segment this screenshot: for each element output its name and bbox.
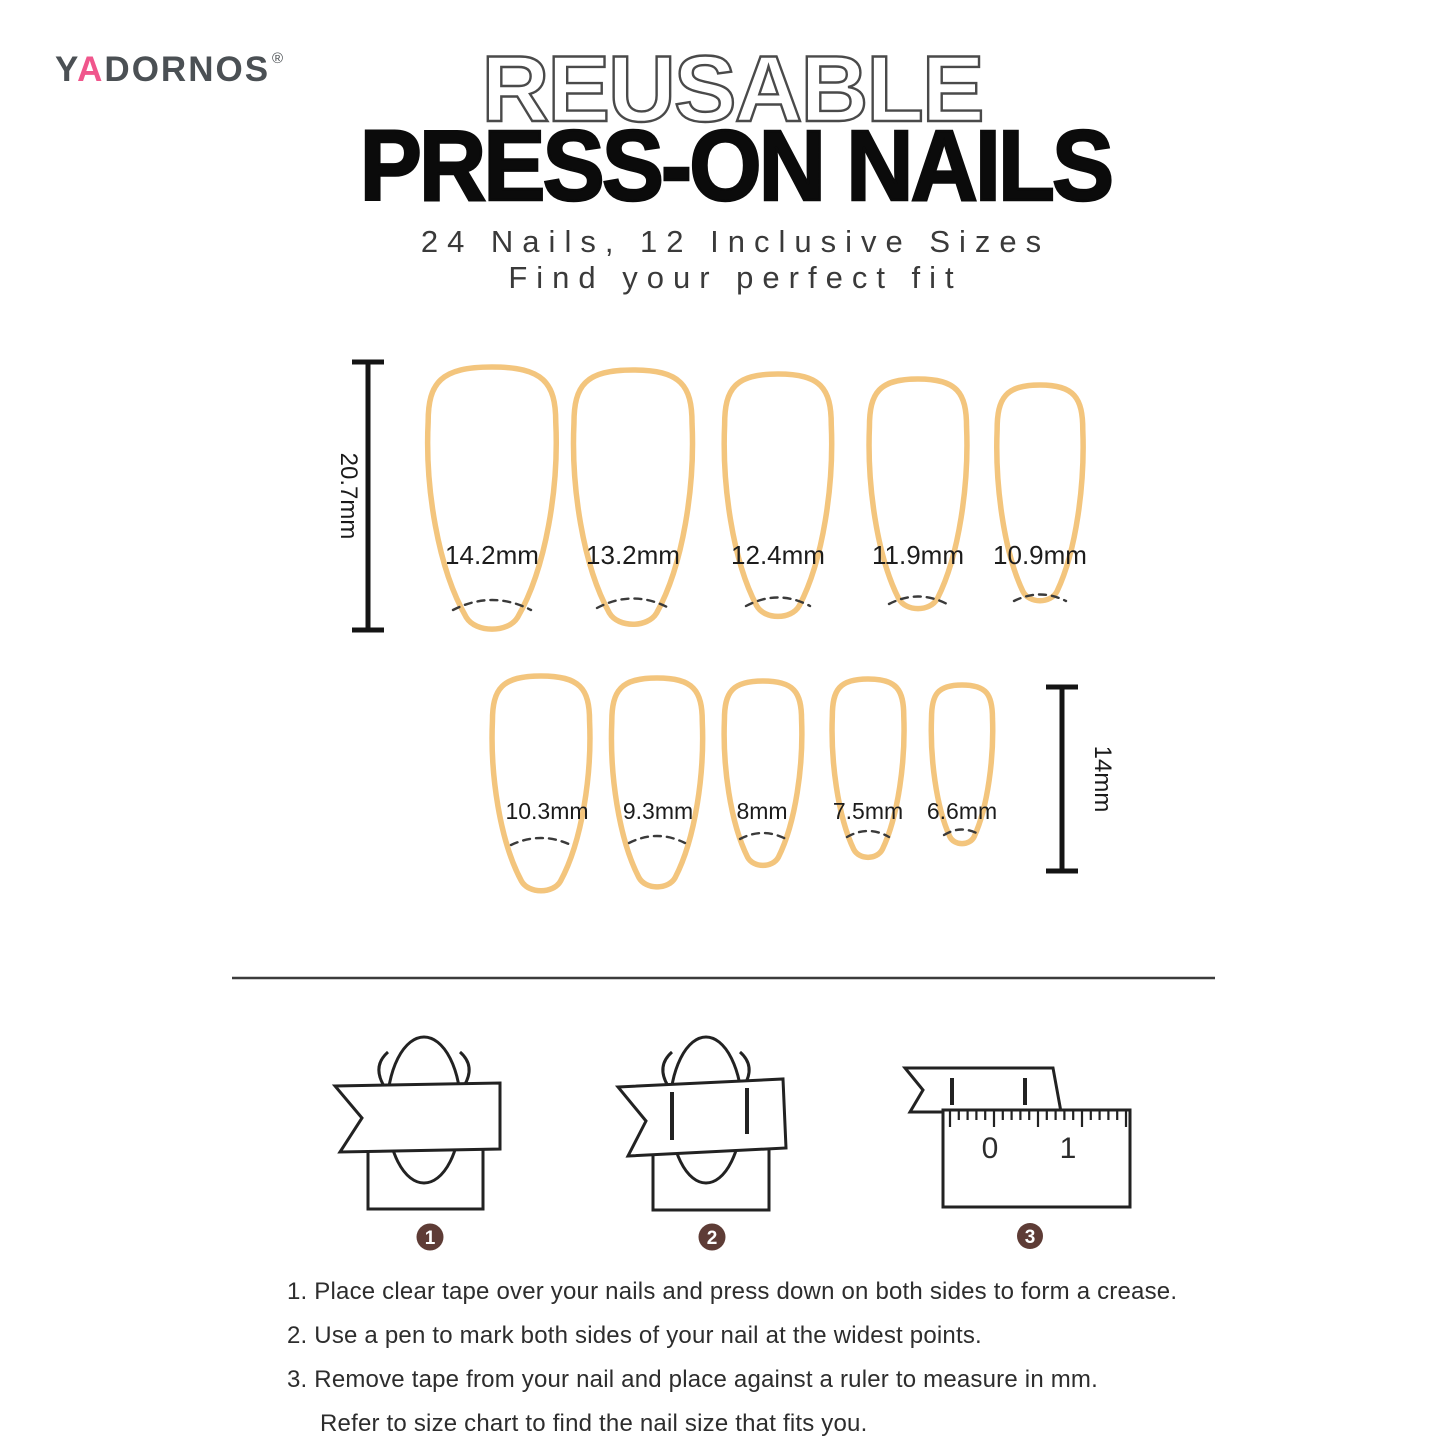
row2-length-label: 14mm: [1089, 745, 1116, 813]
tape-banner: [618, 1079, 786, 1156]
ruler: [943, 1110, 1130, 1207]
nail-outline-row2-1: [492, 676, 590, 891]
subtitle-line1: 24 Nails, 12 Inclusive Sizes: [420, 224, 1051, 259]
tape-banner: [905, 1068, 1061, 1112]
nail-width-label: 13.2mm: [586, 540, 680, 570]
finger-side-curve: [460, 1052, 469, 1086]
nail-width-label: 7.5mm: [832, 798, 904, 824]
step3-badge-number: 3: [1024, 1227, 1036, 1248]
instruction-line-1: 1. Place clear tape over your nails and press down on both sides to form a crease.: [287, 1278, 1178, 1305]
nail-width-label: 11.9mm: [872, 540, 964, 570]
nail-width-label: 10.9mm: [993, 540, 1087, 570]
ruler-number-1: 1: [1059, 1132, 1077, 1165]
row1-length-label: 20.7mm: [335, 452, 362, 540]
nail-width-label: 6.6mm: [926, 798, 998, 824]
logo-part-dornos: DORNOS: [104, 50, 271, 89]
nail-width-label: 10.3mm: [505, 798, 589, 824]
title-outline: REUSABLE: [481, 36, 983, 141]
instruction-line-3: 3. Remove tape from your nail and place against a ruler to measure in mm.: [287, 1366, 1098, 1393]
logo-part-y: Y: [55, 50, 78, 89]
subtitle-line2: Find your perfect fit: [508, 260, 963, 295]
nail-width-label: 12.4mm: [731, 540, 825, 570]
nail-outline-row2-4: [832, 679, 904, 857]
nail-width-label: 8mm: [736, 798, 788, 824]
nail-outline-row1-3: [724, 374, 831, 616]
registered-mark: ®: [272, 50, 286, 67]
step2-diagram: [618, 1037, 786, 1210]
instruction-line-2: 2. Use a pen to mark both sides of your nail at the widest points.: [287, 1322, 982, 1349]
nail-outline-row1-2: [574, 370, 693, 624]
brand-logo: [55, 50, 285, 90]
nail-width-label: 14.2mm: [445, 540, 539, 570]
nail-width-arc: [629, 836, 685, 843]
nail-outline-row2-3: [724, 681, 802, 865]
ruler-number-0: 0: [981, 1132, 999, 1165]
step1-diagram: [335, 1037, 500, 1209]
instructions-list: [287, 1270, 1267, 1446]
row2-length-measure: [1046, 687, 1078, 871]
step-badges: [417, 1223, 1044, 1251]
nail-width-label: 9.3mm: [622, 798, 694, 824]
step2-badge-number: 2: [706, 1228, 718, 1249]
nail-outline-row1-4: [869, 379, 967, 609]
logo-accent-a: A: [77, 50, 105, 89]
tape-banner: [335, 1083, 500, 1152]
nail-width-arc: [511, 838, 571, 845]
nail-width-arc: [453, 600, 531, 610]
step3-diagram: [905, 1068, 1130, 1207]
page-title: PRESS-ON NAILS: [359, 110, 1112, 222]
nail-width-arc: [847, 831, 889, 837]
finger-side-curve: [663, 1052, 672, 1086]
finger-base: [653, 1150, 769, 1210]
finger-side-curve: [379, 1052, 388, 1086]
instruction-line-4: Refer to size chart to find the nail size that fits you.: [320, 1410, 868, 1437]
nail-outline-row2-2: [611, 678, 702, 887]
step1-badge-number: 1: [424, 1228, 436, 1249]
nail-outline-row1-1: [428, 367, 557, 629]
finger-base: [368, 1148, 483, 1209]
nail-width-arc: [740, 833, 786, 839]
